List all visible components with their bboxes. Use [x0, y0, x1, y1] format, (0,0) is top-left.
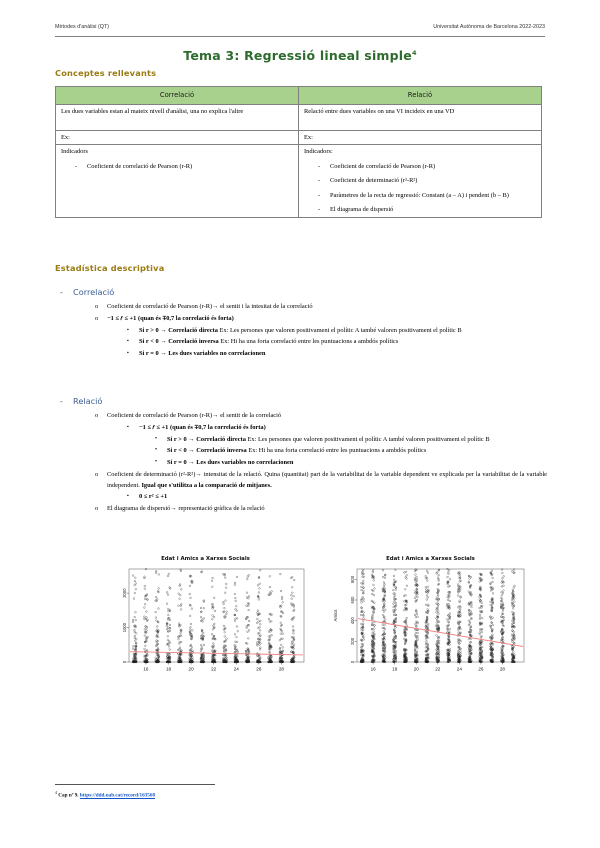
- chart-plot-area: [333, 566, 528, 676]
- table-cell-definition-correlacio: Les dues variables estan al mateix nivell d'anàlisi, una no explica l'altre: [56, 104, 299, 130]
- svg-text:20: 20: [188, 666, 194, 672]
- outline-subitem: [55, 302, 547, 312]
- outline-subsubitem-text: [139, 326, 547, 336]
- outline-subitem-text: El diagrama de dispersió→ representació gràfica de la relació: [107, 505, 265, 513]
- svg-text:2000: 2000: [122, 588, 128, 598]
- bullet-square: ▪: [127, 494, 129, 500]
- footnote: [55, 790, 155, 799]
- outline-subitem: [55, 314, 547, 324]
- list-item: - Coeficient de determinació (r²-R²): [304, 176, 537, 186]
- svg-text:28: 28: [278, 666, 284, 672]
- chart-plot-area: [103, 566, 308, 676]
- section-heading-descriptive: Estadística descriptiva: [55, 263, 165, 273]
- header-left-text: Mètodes d'anàlisi (QT): [55, 24, 110, 30]
- outline-subsubitem: [55, 423, 547, 433]
- emphasis-text: Igual que s'utilitza a la comparació de mitjanes.: [141, 481, 272, 489]
- charts-row: [55, 556, 547, 691]
- outline-subsubitem-text: −1 ≤ 𝑟 ≤ +1 (quan és ∓0,7 la correlació és forta): [139, 423, 266, 431]
- scatter-chart-left: [103, 556, 308, 676]
- bullet-square: ▪: [127, 424, 129, 430]
- indicators-title-right: Indicadors:: [304, 148, 333, 156]
- svg-text:26: 26: [256, 666, 262, 672]
- emphasis-text: Si r = 0 → Les dues variables no correlacionen: [139, 350, 266, 358]
- bullet-dash: -: [60, 395, 63, 406]
- table-row: [56, 130, 542, 145]
- svg-text:Amics: Amics: [333, 609, 338, 622]
- svg-text:22: 22: [211, 666, 217, 672]
- outline-subsubitem-text: [139, 337, 547, 347]
- footnote-marker: 4: [55, 790, 57, 795]
- svg-text:0: 0: [350, 660, 356, 664]
- svg-text:26: 26: [478, 666, 484, 672]
- outline-label-relacio: Relació: [73, 395, 103, 406]
- page-title: [0, 48, 600, 63]
- svg-text:0: 0: [122, 660, 128, 664]
- chart-title: Edat i Amics a Xarxes Socials: [386, 556, 475, 562]
- outline-deep-text: [167, 458, 547, 468]
- outline-subitem-text: Coeficient de correlació de Pearson (r-R)→ el sentit i la intesitat de la correlació: [107, 302, 313, 310]
- table-header-correlacio: Correlació: [56, 87, 299, 105]
- indicators-list-left: [61, 162, 294, 172]
- outline-deep-text: [167, 435, 547, 445]
- list-item: - Paràmetres de la recta de regressió: Constant (a – A) i pendent (b – B): [304, 191, 537, 201]
- footnote-link[interactable]: https://ddd.uab.cat/record/163568: [79, 792, 156, 799]
- chart-svg: [103, 566, 308, 676]
- list-item: - Coeficient de correlació de Pearson (r-R): [304, 162, 537, 172]
- svg-text:18: 18: [165, 666, 172, 672]
- outline-item-correlacio: [55, 286, 547, 299]
- svg-text:200: 200: [350, 637, 356, 645]
- page-title-text: Tema 3: Regressió lineal simple: [183, 48, 412, 63]
- outline-subitem-text: −1 ≤ 𝑟 ≤ +1 (quan és ∓0,7 la correlació és forta): [107, 314, 234, 322]
- table-header-row: [56, 87, 542, 105]
- running-header: [55, 24, 545, 30]
- emphasis-text: Si r < 0 → Correlació inversa: [167, 447, 247, 455]
- emphasis-text: Si r > 0 → Correlació directa: [139, 326, 218, 334]
- outline-subitem-text: [107, 470, 547, 491]
- table-cell-example-relacio: Ex:: [299, 130, 542, 145]
- table-row-indicators: [56, 145, 542, 218]
- indicators-title-left: Indicadors: [61, 148, 88, 156]
- svg-text:600: 600: [350, 596, 356, 604]
- outline-subitem: [55, 504, 547, 514]
- title-footnote-marker: 4: [411, 48, 417, 57]
- footnote-text: Cap nº 9.: [58, 792, 79, 799]
- bullet-circle: o: [95, 314, 99, 322]
- footnote-divider: [55, 784, 215, 785]
- svg-text:20: 20: [413, 666, 419, 672]
- table-cell-indicators-relacio: [299, 145, 542, 218]
- comparison-table: [55, 86, 542, 218]
- rest-text: Ex: Hi ha una forta correlació entre les puntuacions a ambdós polítics: [218, 338, 399, 346]
- list-item: - Coeficient de correlació de Pearson (r-R): [61, 162, 294, 172]
- outline-subsubitem: [55, 349, 547, 359]
- outline-deep-item: [55, 458, 547, 468]
- rest-text: Ex: Hi ha una forta correlació entre les puntuacions a ambdós polítics: [246, 447, 427, 455]
- bullet-square: ▪: [127, 339, 129, 345]
- svg-text:400: 400: [350, 617, 356, 625]
- outline-label-correlacio: Correlació: [73, 286, 115, 297]
- svg-text:18: 18: [392, 666, 398, 672]
- scatter-chart-right: [333, 556, 528, 676]
- bullet-dash: -: [60, 286, 63, 297]
- svg-text:24: 24: [456, 666, 462, 672]
- bullet-dot: •: [155, 447, 158, 454]
- bullet-square: ▪: [127, 351, 129, 357]
- header-right-text: Universitat Autònoma de Barcelona 2022-2023: [433, 24, 545, 30]
- outline-subitem: [55, 470, 547, 491]
- table-cell-definition-relacio: Relació entre dues variables on una VI incideix en una VD: [299, 104, 542, 130]
- svg-text:16: 16: [143, 666, 149, 672]
- indicators-list-right: [304, 162, 537, 215]
- emphasis-text: Si r > 0 → Correlació directa: [167, 435, 246, 443]
- plain-text: Coeficient de determinació (r²-R²)→ intensitat de la relació. Quina (quantitat) part de la variabilitat de la variable dependent ve explicada per la variabilitat de la variable independent.: [107, 471, 547, 489]
- outline-deep-item: [55, 446, 547, 456]
- outline-item-relacio: [55, 395, 547, 408]
- svg-text:800: 800: [350, 575, 356, 583]
- outline-subsubitem: [55, 492, 547, 502]
- table-row: [56, 104, 542, 130]
- bullet-dot: •: [155, 459, 158, 466]
- outline-subsubitem-text: [139, 349, 547, 359]
- bullet-circle: o: [95, 411, 99, 419]
- chart-title: Edat i Amics a Xarxes Socials: [161, 556, 250, 562]
- outline-deep-text: [167, 446, 547, 456]
- svg-text:22: 22: [435, 666, 441, 672]
- svg-text:1000: 1000: [122, 622, 128, 633]
- emphasis-text: Si r = 0 → Les dues variables no correlacionen: [167, 459, 294, 467]
- svg-text:28: 28: [499, 666, 506, 672]
- outline-correlacio: [55, 283, 547, 361]
- outline-subsubitem: [55, 326, 547, 336]
- table-cell-indicators-correlacio: [56, 145, 299, 218]
- emphasis-text: Si r < 0 → Correlació inversa: [139, 338, 219, 346]
- bullet-circle: o: [95, 302, 99, 310]
- outline-relacio: [55, 392, 547, 516]
- outline-subitem-text: Coeficient de correlació de Pearson (r-R)→ el sentit de la correlació: [107, 411, 282, 419]
- rest-text: Ex: Les persones que valoren positivament el polític A també valoren positivament el polític B: [245, 435, 490, 443]
- bullet-dot: •: [155, 435, 158, 442]
- bullet-square: ▪: [127, 327, 129, 333]
- outline-subsubitem: [55, 337, 547, 347]
- bullet-circle: o: [95, 471, 99, 479]
- list-item: - El diagrama de dispersió: [304, 205, 537, 215]
- rest-text: Ex: Les persones que valoren positivament el polític A també valoren positivament el polític B: [217, 326, 462, 334]
- outline-subitem: [55, 411, 547, 421]
- table-header-relacio: Relació: [299, 87, 542, 105]
- bullet-circle: o: [95, 505, 99, 513]
- outline-deep-item: [55, 435, 547, 445]
- svg-text:24: 24: [233, 666, 239, 672]
- table-cell-example-correlacio: Ex:: [56, 130, 299, 145]
- section-heading-concepts: Conceptes rellevants: [55, 68, 157, 78]
- svg-text:16: 16: [370, 666, 376, 672]
- outline-subsubitem-text: 0 ≤ r² ≤ +1: [139, 493, 168, 501]
- chart-svg: [333, 566, 528, 676]
- header-divider: [55, 36, 545, 37]
